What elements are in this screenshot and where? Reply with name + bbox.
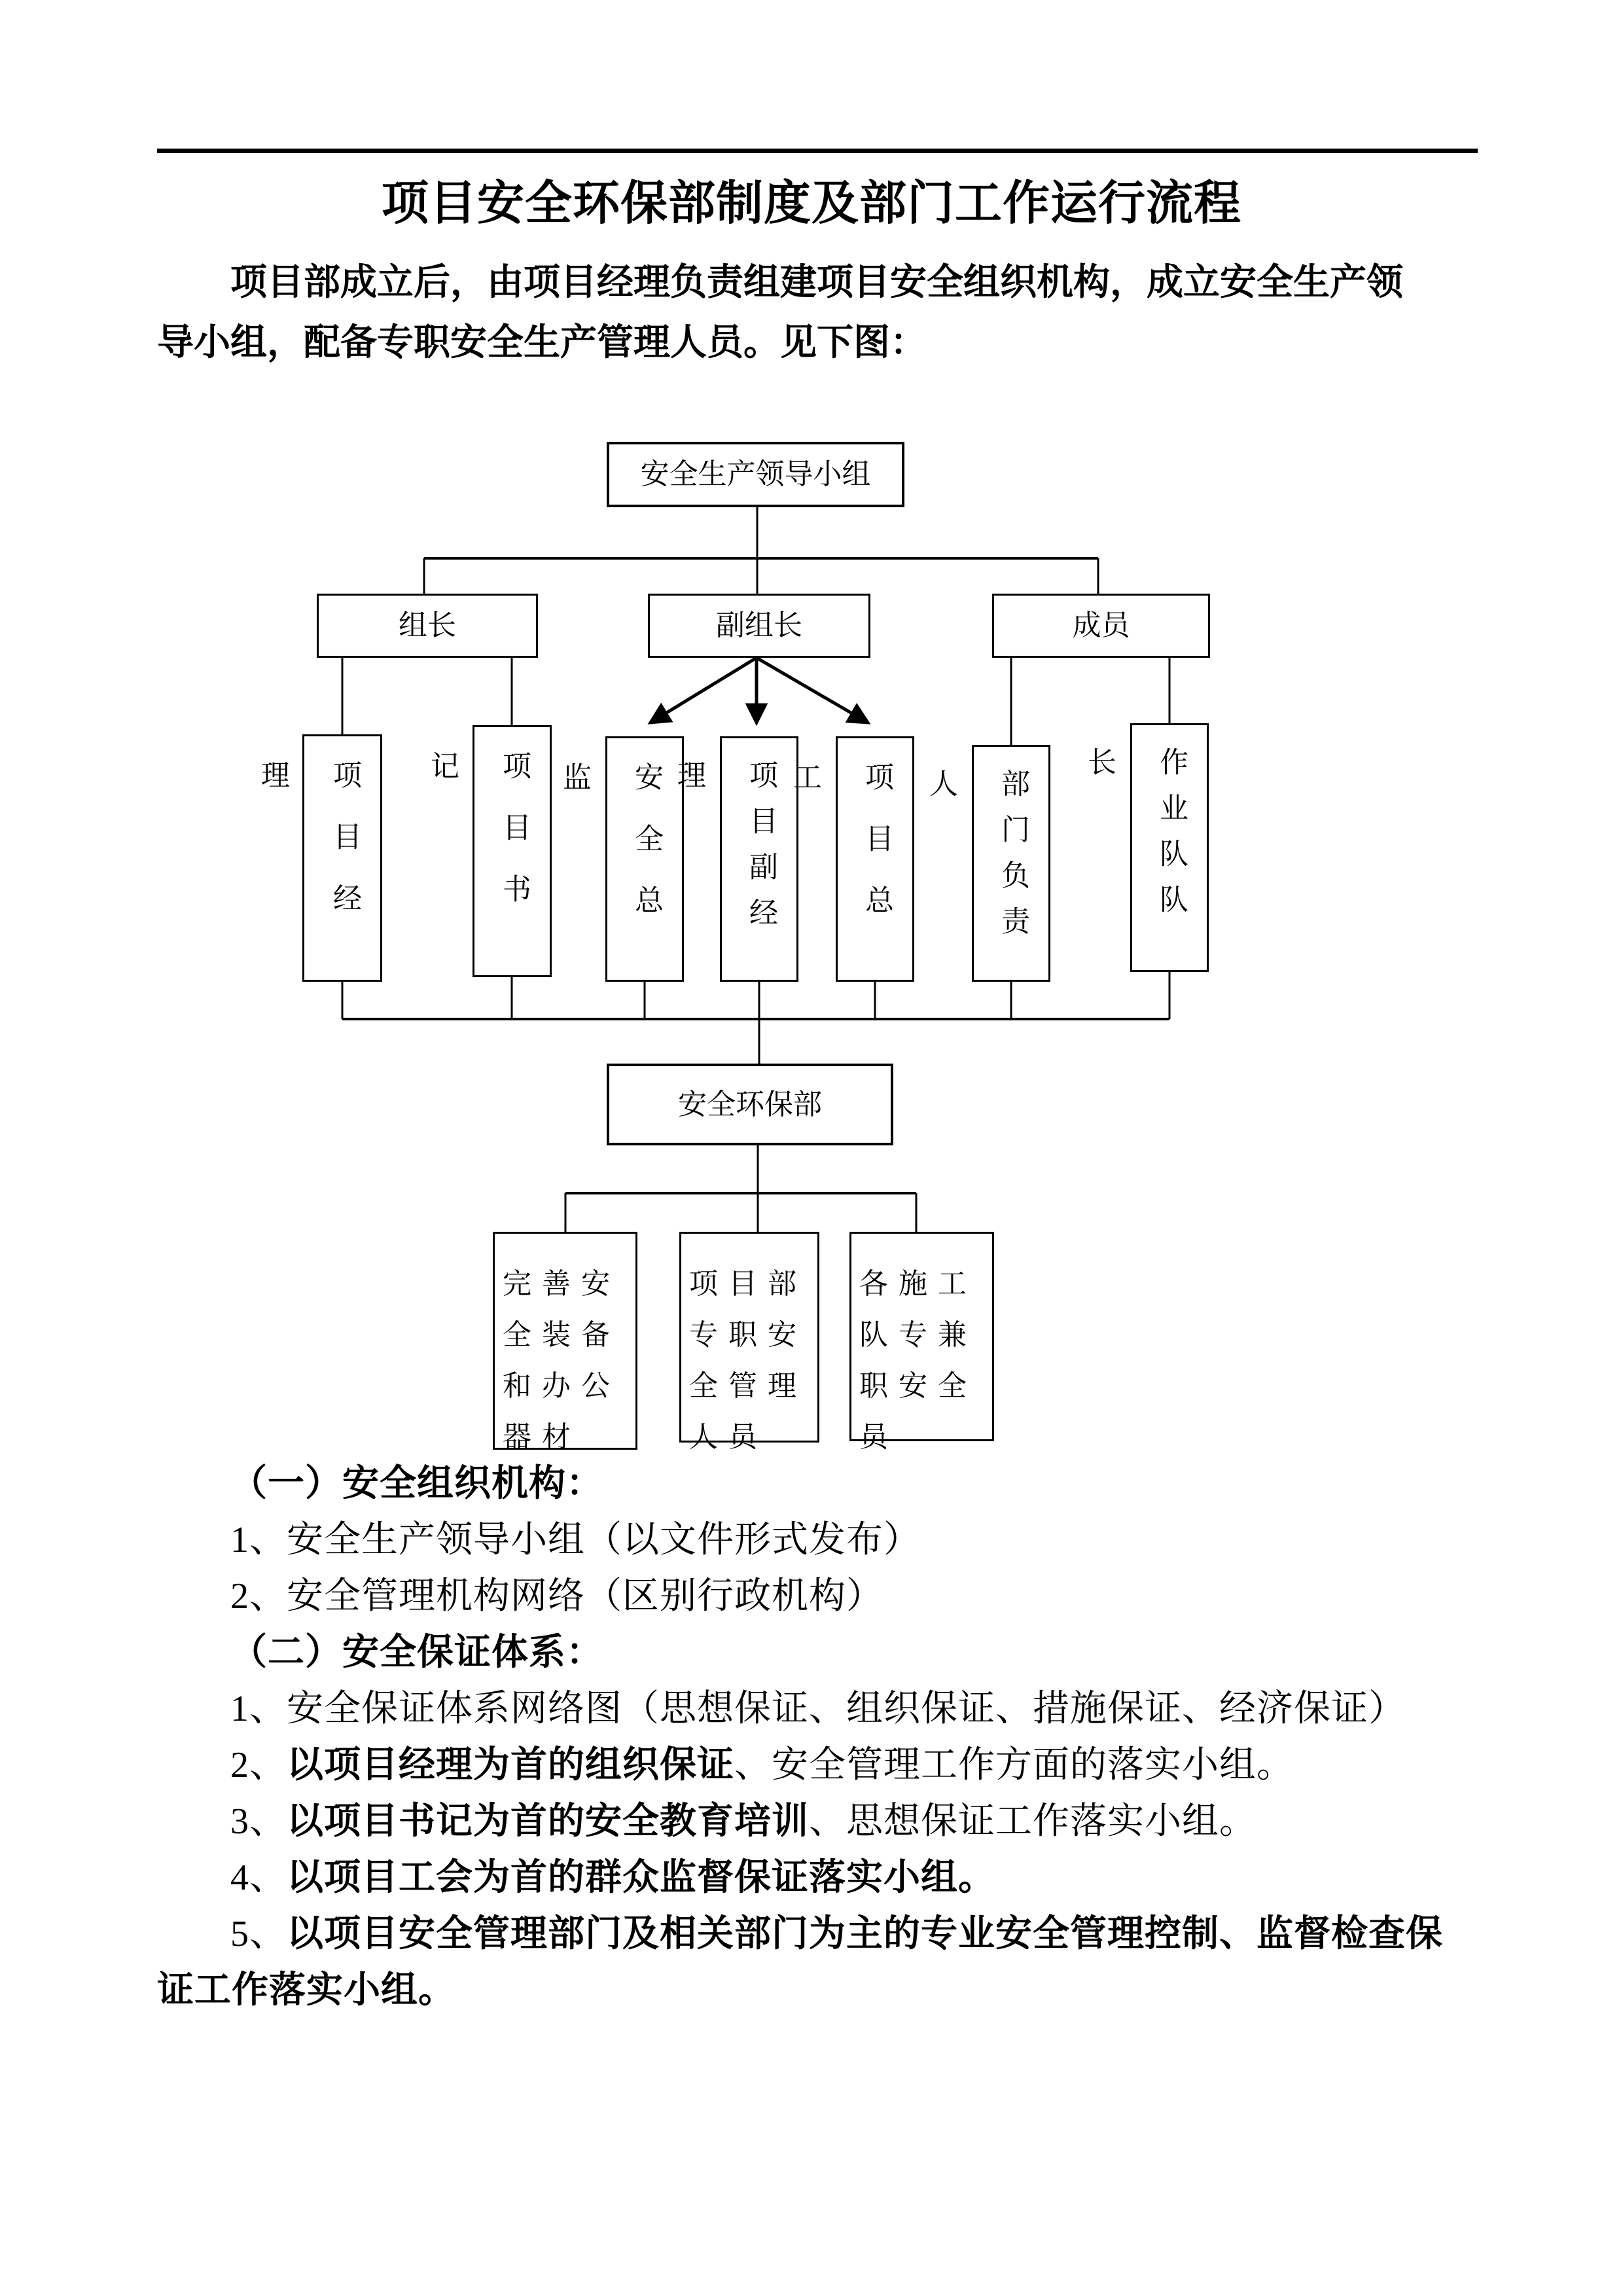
item-text: 、安全管理工作方面的落实小组。 [734, 1745, 1294, 1785]
chart-node-safety-leading-group: 安全生产领导小组 [607, 442, 904, 507]
chart-node-deputy-project-manager: 项目副经理 [720, 736, 798, 982]
page-title: 项目安全环保部制度及部门工作运行流程 [381, 177, 1241, 230]
chart-node-safety-env-department: 安全环保部 [607, 1064, 893, 1145]
section-heading-2: （二）安全保证体系： [230, 1632, 603, 1673]
item-text-bold: 以项目工会为首的群众监督保证落实小组。 [287, 1857, 995, 1898]
item-text-bold: 以项目安全管理部门及相关部门为主的专业安全管理控制、监督检查保 [287, 1914, 1443, 1954]
list-item: 1、安全保证体系网络图（思想保证、组织保证、措施保证、经济保证） [230, 1689, 1406, 1729]
chart-node-chief-engineer: 项目总工 [836, 736, 914, 982]
chart-node-project-manager: 项目经理 [302, 734, 382, 982]
intro-line: 项目部成立后，由项目经理负责组建项目安全组织机构，成立安全生产领 [230, 262, 1403, 303]
item-text: 、思想保证工作落实小组。 [809, 1801, 1257, 1842]
chart-node-project-secretary: 项目书记 [473, 725, 552, 977]
body-text [157, 1456, 1472, 2018]
chart-node-safety-director: 安全总监 [605, 736, 684, 982]
list-item [157, 1737, 1472, 1793]
chart-node-deputy-group-leader: 副组长 [648, 594, 870, 658]
chart-node-department-heads: 部门负责人 [972, 745, 1050, 982]
chart-node-crew-safety-officers: 各施工队专兼职安全员 [849, 1232, 994, 1441]
list-item [157, 1850, 1472, 1906]
list-item [157, 1906, 1472, 1962]
item-number: 2、 [230, 1745, 287, 1785]
list-item: 1、安全生产领导小组（以文件形式发布） [230, 1520, 921, 1560]
item-number: 3、 [230, 1801, 287, 1842]
intro-line: 导小组，配备专职安全生产管理人员。见下图： [157, 323, 927, 363]
chart-node-crew-leaders: 作业队队长 [1130, 723, 1209, 972]
list-item: 2、安全管理机构网络（区别行政机构） [230, 1576, 883, 1617]
item-text-bold: 以项目书记为首的安全教育培训 [287, 1801, 809, 1842]
chart-node-members: 成员 [992, 594, 1210, 658]
list-item-continuation: 证工作落实小组。 [157, 1970, 455, 2011]
item-number: 4、 [230, 1857, 287, 1898]
item-number: 5、 [230, 1914, 287, 1954]
chart-node-group-leader: 组长 [317, 594, 538, 658]
chart-node-fulltime-safety-staff: 项目部专职安全管理人员 [679, 1232, 819, 1443]
section-heading-1: （一）安全组织机构： [230, 1463, 603, 1504]
list-item [157, 1793, 1472, 1850]
item-text-bold: 以项目经理为首的组织保证 [287, 1745, 734, 1785]
chart-node-equipment: 完善安全装备和办公器材 [493, 1232, 637, 1450]
